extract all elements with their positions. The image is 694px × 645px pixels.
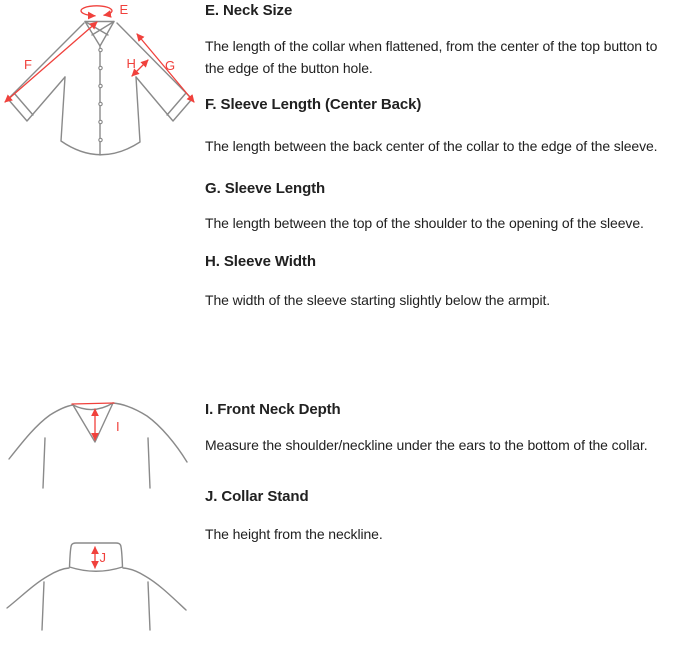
shirt-collar <box>85 22 114 47</box>
front-neck-depth-diagram <box>0 388 200 508</box>
section-body-neck-size: The length of the collar when flattened, from the center of the top button to the edge of the button hole. <box>205 38 658 76</box>
collar-stand-diagram <box>0 520 200 645</box>
section-heading-sleeve-length: G. Sleeve Length <box>205 180 326 197</box>
neck-size-rotation-arrow <box>81 6 112 16</box>
section-heading-sleeve-length-center-back: F. Sleeve Length (Center Back) <box>205 96 422 113</box>
label-E: E <box>119 2 129 17</box>
neckline-outline <box>9 403 187 488</box>
section-heading-sleeve-width: H. Sleeve Width <box>205 253 316 270</box>
neck-top-reference-line <box>72 403 114 404</box>
section-heading-neck-size: E. Neck Size <box>205 2 293 19</box>
shirt-right-sleeve <box>117 23 192 121</box>
label-I: I <box>116 419 120 434</box>
sleeve-length-center-back-arrow <box>5 22 97 102</box>
section-body-front-neck-depth: Measure the shoulder/neckline under the ears to the bottom of the collar. <box>205 437 648 453</box>
collar-stand-outline <box>7 543 186 630</box>
shirt-left-sleeve <box>8 23 84 121</box>
section-heading-collar-stand: J. Collar Stand <box>205 488 309 505</box>
section-heading-front-neck-depth: I. Front Neck Depth <box>205 401 341 418</box>
label-G: G <box>165 58 176 73</box>
label-F: F <box>24 57 32 72</box>
section-body-sleeve-length: The length between the top of the shoulder to the opening of the sleeve. <box>205 215 644 231</box>
label-H: H <box>126 56 136 71</box>
section-body-sleeve-length-center-back: The length between the back center of the collar to the edge of the sleeve. <box>205 138 658 154</box>
section-body-sleeve-width: The width of the sleeve starting slightly below the armpit. <box>205 292 551 308</box>
section-body-collar-stand: The height from the neckline. <box>205 526 383 542</box>
label-J: J <box>99 550 106 565</box>
shirt-front-diagram <box>0 0 200 160</box>
